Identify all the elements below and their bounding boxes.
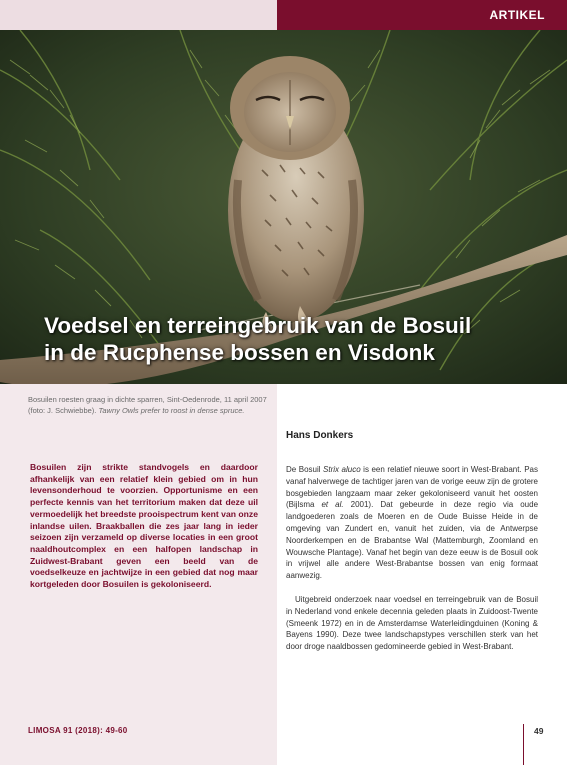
author: Hans Donkers	[286, 430, 354, 441]
species-name: Strix aluco	[323, 465, 361, 474]
abstract: Bosuilen zijn strikte standvogels en daardoor afhankelijk van een relatief klein gebied om in hun levensonderhoud te voorzien. Opportunisme en een perfecte kennis van het territorium maken dat deze uil vermoedelijk het breedste prooispectrum kent van onze inlandse uilen. Braakballen die zes jaar lang in ieder seizoen zijn verzameld op diverse locaties in een groot naaldhoutcomplex en een halfopen landschap in Zuidwest-Brabant geven een beeld van de voedselkeuze en jachtwijze in een gebied dat nog maar kortgeleden door Bosuilen is gekoloniseerd.	[30, 462, 258, 590]
photo-caption	[28, 394, 273, 416]
page-number: 49	[534, 726, 544, 736]
top-bar-left	[0, 0, 277, 30]
caption-english: Tawny Owls prefer to roost in dense spruce.	[98, 406, 245, 415]
body-text-span: 2001). Dat gebeurde in deze regio via oude landgoederen zoals de Moeren en de Oude Buisse Heide in de omgeving van Zundert en, vanuit het zuiden, via de Antwerpse Noorderkempen en de Brabantse Wal (Mattemburgh, Zoomland en Wouwsche Plantage). Vanaf het begin van deze eeuw is de Bosuil ook in vrijwel alle andere West-Brabantse bossen van enig formaat aanwezig.	[286, 500, 539, 581]
top-bar-right	[277, 0, 567, 30]
journal-footer: LIMOSA 91 (2018): 49-60	[28, 726, 128, 735]
article-title	[44, 312, 544, 366]
title-line-2: in de Rucphense bossen en Visdonk	[44, 340, 435, 365]
body-text-span: is een relatief nieuwe soort in West-Brabant. Pas vanaf halverwege de tachtiger jaren van de vorige eeuw zijn de grotere bosgebieden langzaam maar zeker gekoloniseerd vanuit het oosten (Bijlsma	[286, 465, 538, 510]
section-label: ARTIKEL	[489, 8, 545, 22]
body-text	[286, 464, 538, 653]
citation-et-al: et al.	[321, 500, 344, 510]
caption-dutch: Bosuilen roesten graag in dichte sparren, Sint-Oedenrode, 11 april 2007 (foto: J. Schwiebbe).	[28, 395, 267, 415]
body-text-span: De Bosuil	[286, 465, 324, 474]
footer-rule	[523, 724, 524, 765]
body-paragraph-2: Uitgebreid onderzoek naar voedsel en terreingebruik van de Bosuil in Nederland vond enkele decennia geleden plaats in Zuidoost-Twente (Smeenk 1972) en in de Amsterdamse Waterleidingduinen (Koning & Bayens 1990). Deze twee landschapstypes verschillen sterk van het door droge naaldbossen gedomineerde gebied in West-Brabant.	[286, 594, 538, 652]
body-paragraph-1	[286, 464, 538, 582]
title-line-1: Voedsel en terreingebruik van de Bosuil	[44, 313, 472, 338]
